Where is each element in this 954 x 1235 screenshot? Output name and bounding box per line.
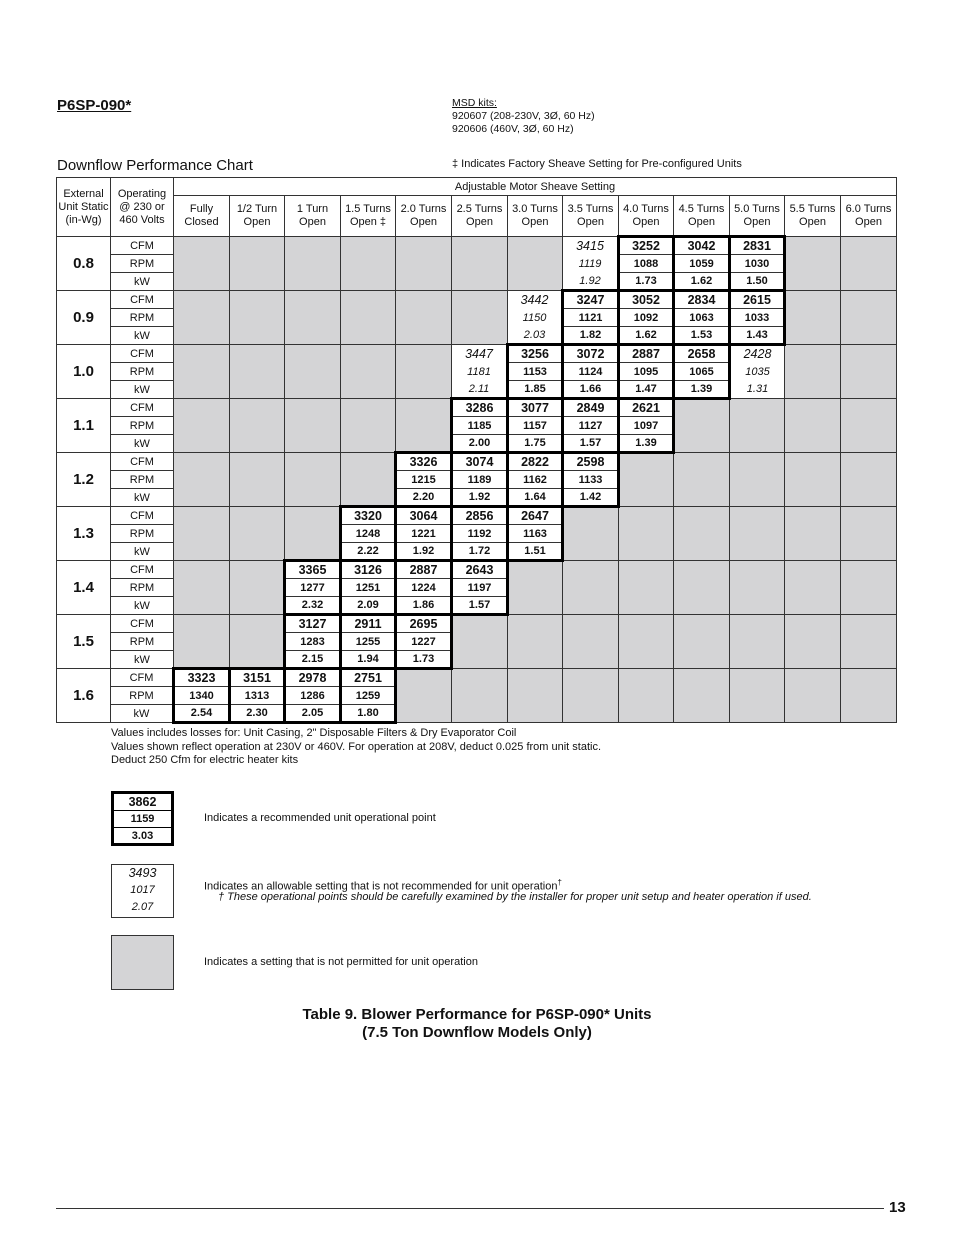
factory-sheave-note: ‡ Indicates Factory Sheave Setting for Pre-configured Units xyxy=(452,158,742,170)
legend-recommended-swatch xyxy=(111,791,174,846)
sheave-column-header: 1 Turn Open xyxy=(285,196,341,237)
unit-label: kW xyxy=(111,651,174,669)
recommended-value-cell: 2658 xyxy=(674,345,730,363)
recommended-value-cell: 2.05 xyxy=(285,705,341,723)
not-permitted-cell xyxy=(341,345,396,399)
recommended-value-cell: 1088 xyxy=(619,255,674,273)
recommended-value-cell: 1.85 xyxy=(508,381,563,399)
msd-kits xyxy=(452,97,595,136)
not-permitted-cell xyxy=(285,399,341,453)
static-pressure-cell: 0.8 xyxy=(57,237,111,291)
static-pressure-cell: 0.9 xyxy=(57,291,111,345)
recommended-value-cell: 1.92 xyxy=(396,543,452,561)
table-row xyxy=(57,507,897,525)
not-permitted-cell xyxy=(452,237,508,291)
sheave-column-header: 5.5 Turns Open xyxy=(785,196,841,237)
not-permitted-cell xyxy=(508,615,563,669)
not-permitted-cell xyxy=(230,507,285,561)
recommended-value-cell: 1277 xyxy=(285,579,341,597)
not-permitted-cell xyxy=(841,291,897,345)
not-permitted-cell xyxy=(452,615,508,669)
sheave-column-header: 3.0 Turns Open xyxy=(508,196,563,237)
allowable-value-cell: 1181 xyxy=(452,363,508,381)
not-permitted-cell xyxy=(730,561,785,615)
recommended-value-cell: 2.00 xyxy=(452,435,508,453)
recommended-value-cell: 1.80 xyxy=(341,705,396,723)
recommended-value-cell: 1063 xyxy=(674,309,730,327)
sheave-column-header: 4.5 Turns Open xyxy=(674,196,730,237)
recommended-value-cell: 1.53 xyxy=(674,327,730,345)
recommended-value-cell: 2695 xyxy=(396,615,452,633)
not-permitted-cell xyxy=(785,615,841,669)
recommended-value-cell: 1286 xyxy=(285,687,341,705)
recommended-value-cell: 3326 xyxy=(396,453,452,471)
sheave-column-header: 4.0 Turns Open xyxy=(619,196,674,237)
not-permitted-cell xyxy=(563,507,619,561)
recommended-value-cell: 1.64 xyxy=(508,489,563,507)
recommended-value-cell: 1251 xyxy=(341,579,396,597)
recommended-value-cell: 2.15 xyxy=(285,651,341,669)
not-permitted-cell xyxy=(619,615,674,669)
recommended-value-cell: 3074 xyxy=(452,453,508,471)
not-permitted-cell xyxy=(452,669,508,723)
recommended-value-cell: 2.32 xyxy=(285,597,341,615)
recommended-value-cell: 3042 xyxy=(674,237,730,255)
not-permitted-cell xyxy=(174,561,230,615)
not-permitted-cell xyxy=(841,669,897,723)
unit-label: kW xyxy=(111,597,174,615)
not-permitted-cell xyxy=(230,291,285,345)
header-operating-voltage: Operating @ 230 or 460 Volts xyxy=(111,178,174,237)
not-permitted-cell xyxy=(841,399,897,453)
recommended-value-cell: 1133 xyxy=(563,471,619,489)
recommended-value-cell: 2643 xyxy=(452,561,508,579)
sheave-column-header: 6.0 Turns Open xyxy=(841,196,897,237)
recommended-value-cell: 1255 xyxy=(341,633,396,651)
recommended-value-cell: 1283 xyxy=(285,633,341,651)
not-permitted-cell xyxy=(230,399,285,453)
legend-value: 1017 xyxy=(130,884,155,896)
recommended-value-cell: 1.57 xyxy=(563,435,619,453)
not-permitted-cell xyxy=(785,399,841,453)
recommended-value-cell: 1.86 xyxy=(396,597,452,615)
recommended-value-cell: 1197 xyxy=(452,579,508,597)
unit-label: kW xyxy=(111,327,174,345)
not-permitted-cell xyxy=(785,345,841,399)
not-permitted-cell xyxy=(508,669,563,723)
caption-line: Table 9. Blower Performance for P6SP-090* Units xyxy=(302,1006,652,1023)
recommended-value-cell: 1227 xyxy=(396,633,452,651)
not-permitted-cell xyxy=(674,453,730,507)
footer-rule xyxy=(56,1208,884,1209)
not-permitted-cell xyxy=(230,453,285,507)
recommended-value-cell: 1092 xyxy=(619,309,674,327)
not-permitted-cell xyxy=(285,291,341,345)
legend-not-permitted-swatch xyxy=(111,935,174,990)
not-permitted-cell xyxy=(619,507,674,561)
not-permitted-cell xyxy=(230,237,285,291)
table-row xyxy=(57,399,897,417)
table-row xyxy=(57,561,897,579)
recommended-value-cell: 1248 xyxy=(341,525,396,543)
unit-label: CFM xyxy=(111,291,174,309)
sheave-column-header: 1.5 Turns Open ‡ xyxy=(341,196,396,237)
legend-value: 3862 xyxy=(114,794,171,811)
not-permitted-cell xyxy=(785,237,841,291)
static-pressure-cell: 1.5 xyxy=(57,615,111,669)
recommended-value-cell: 1.57 xyxy=(452,597,508,615)
unit-label: RPM xyxy=(111,363,174,381)
not-permitted-cell xyxy=(452,291,508,345)
recommended-value-cell: 2751 xyxy=(341,669,396,687)
legend-allowable-footnote: † These operational points should be carefully examined by the installer for proper unit setup and heater operation if used. xyxy=(218,891,812,903)
unit-label: CFM xyxy=(111,345,174,363)
not-permitted-cell xyxy=(730,615,785,669)
unit-label: CFM xyxy=(111,561,174,579)
legend-allowable-swatch xyxy=(111,864,174,918)
allowable-value-cell: 1.92 xyxy=(563,273,619,291)
recommended-value-cell: 1192 xyxy=(452,525,508,543)
chart-title: Downflow Performance Chart xyxy=(57,157,253,174)
recommended-value-cell: 3323 xyxy=(174,669,230,687)
not-permitted-cell xyxy=(174,237,230,291)
recommended-value-cell: 2.20 xyxy=(396,489,452,507)
recommended-value-cell: 1221 xyxy=(396,525,452,543)
legend-value: 3.03 xyxy=(131,830,154,842)
recommended-value-cell: 1215 xyxy=(396,471,452,489)
recommended-value-cell: 1.94 xyxy=(341,651,396,669)
not-permitted-cell xyxy=(396,291,452,345)
not-permitted-cell xyxy=(730,507,785,561)
recommended-value-cell: 1065 xyxy=(674,363,730,381)
recommended-value-cell: 1.42 xyxy=(563,489,619,507)
not-permitted-cell xyxy=(841,561,897,615)
not-permitted-cell xyxy=(841,453,897,507)
unit-label: CFM xyxy=(111,237,174,255)
unit-label: kW xyxy=(111,435,174,453)
not-permitted-cell xyxy=(396,669,452,723)
recommended-value-cell: 1224 xyxy=(396,579,452,597)
not-permitted-cell xyxy=(563,561,619,615)
recommended-value-cell: 1097 xyxy=(619,417,674,435)
not-permitted-cell xyxy=(730,669,785,723)
unit-label: kW xyxy=(111,705,174,723)
not-permitted-cell xyxy=(730,453,785,507)
allowable-value-cell: 2428 xyxy=(730,345,785,363)
recommended-value-cell: 1030 xyxy=(730,255,785,273)
allowable-value-cell: 2.03 xyxy=(508,327,563,345)
not-permitted-cell xyxy=(785,453,841,507)
msd-kit-line: 920607 (208-230V, 3Ø, 60 Hz) xyxy=(452,110,595,122)
static-pressure-cell: 1.6 xyxy=(57,669,111,723)
not-permitted-cell xyxy=(174,507,230,561)
recommended-value-cell: 1259 xyxy=(341,687,396,705)
not-permitted-cell xyxy=(619,453,674,507)
unit-label: CFM xyxy=(111,615,174,633)
unit-label: RPM xyxy=(111,255,174,273)
sheave-column-header: 2.0 Turns Open xyxy=(396,196,452,237)
recommended-value-cell: 1153 xyxy=(508,363,563,381)
recommended-value-cell: 2849 xyxy=(563,399,619,417)
not-permitted-cell xyxy=(285,345,341,399)
not-permitted-cell xyxy=(174,615,230,669)
legend-not-permitted-text: Indicates a setting that is not permitted for unit operation xyxy=(204,956,478,968)
not-permitted-cell xyxy=(674,561,730,615)
recommended-value-cell: 1.66 xyxy=(563,381,619,399)
legend-value: 1159 xyxy=(114,811,171,828)
recommended-value-cell: 3151 xyxy=(230,669,285,687)
allowable-value-cell: 2.11 xyxy=(452,381,508,399)
msd-kit-line: 920606 (460V, 3Ø, 60 Hz) xyxy=(452,123,574,135)
recommended-value-cell: 2.22 xyxy=(341,543,396,561)
recommended-value-cell: 1127 xyxy=(563,417,619,435)
msd-kits-header: MSD kits: xyxy=(452,97,497,109)
not-permitted-cell xyxy=(674,399,730,453)
recommended-value-cell: 1.50 xyxy=(730,273,785,291)
not-permitted-cell xyxy=(841,345,897,399)
not-permitted-cell xyxy=(396,399,452,453)
recommended-value-cell: 3126 xyxy=(341,561,396,579)
recommended-value-cell: 2.54 xyxy=(174,705,230,723)
recommended-value-cell: 3247 xyxy=(563,291,619,309)
recommended-value-cell: 3286 xyxy=(452,399,508,417)
recommended-value-cell: 2831 xyxy=(730,237,785,255)
not-permitted-cell xyxy=(230,615,285,669)
not-permitted-cell xyxy=(341,291,396,345)
recommended-value-cell: 1.51 xyxy=(508,543,563,561)
recommended-value-cell: 1.43 xyxy=(730,327,785,345)
unit-label: RPM xyxy=(111,687,174,705)
unit-label: RPM xyxy=(111,417,174,435)
allowable-value-cell: 1150 xyxy=(508,309,563,327)
unit-label: CFM xyxy=(111,453,174,471)
not-permitted-cell xyxy=(174,291,230,345)
recommended-value-cell: 1340 xyxy=(174,687,230,705)
table-row xyxy=(57,345,897,363)
recommended-value-cell: 1.73 xyxy=(619,273,674,291)
static-pressure-cell: 1.0 xyxy=(57,345,111,399)
recommended-value-cell: 3365 xyxy=(285,561,341,579)
recommended-value-cell: 3127 xyxy=(285,615,341,633)
legend-value: 3493 xyxy=(128,866,157,880)
allowable-value-cell: 1035 xyxy=(730,363,785,381)
not-permitted-cell xyxy=(785,669,841,723)
unit-label: RPM xyxy=(111,579,174,597)
recommended-value-cell: 1313 xyxy=(230,687,285,705)
dagger-mark: † xyxy=(557,878,562,887)
recommended-value-cell: 2887 xyxy=(396,561,452,579)
recommended-value-cell: 1189 xyxy=(452,471,508,489)
recommended-value-cell: 3052 xyxy=(619,291,674,309)
note-line: Values shown reflect operation at 230V or 460V. For operation at 208V, deduct 0.025 from unit static. xyxy=(111,740,602,753)
not-permitted-cell xyxy=(230,345,285,399)
table-row xyxy=(57,615,897,633)
recommended-value-cell: 1.62 xyxy=(674,273,730,291)
recommended-value-cell: 3252 xyxy=(619,237,674,255)
not-permitted-cell xyxy=(730,399,785,453)
recommended-value-cell: 1.75 xyxy=(508,435,563,453)
table-row xyxy=(57,237,897,255)
allowable-value-cell: 1.31 xyxy=(730,381,785,399)
blower-performance-table xyxy=(56,177,897,724)
legend-value: 2.07 xyxy=(131,901,154,913)
recommended-value-cell: 1.62 xyxy=(619,327,674,345)
not-permitted-cell xyxy=(619,669,674,723)
unit-label: kW xyxy=(111,489,174,507)
not-permitted-cell xyxy=(674,669,730,723)
not-permitted-cell xyxy=(841,615,897,669)
sheave-column-header: 1/2 Turn Open xyxy=(230,196,285,237)
not-permitted-cell xyxy=(841,237,897,291)
table-row xyxy=(57,291,897,309)
recommended-value-cell: 1095 xyxy=(619,363,674,381)
recommended-value-cell: 1162 xyxy=(508,471,563,489)
page-number: 13 xyxy=(889,1199,906,1216)
note-line: Values includes losses for: Unit Casing, 2" Disposable Filters & Dry Evaporator Coil xyxy=(111,727,517,739)
recommended-value-cell: 1.72 xyxy=(452,543,508,561)
unit-label: kW xyxy=(111,273,174,291)
table-row xyxy=(57,669,897,687)
recommended-value-cell: 2621 xyxy=(619,399,674,417)
header-external-static: External Unit Static (in-Wg) xyxy=(57,178,111,237)
not-permitted-cell xyxy=(785,291,841,345)
caption-line: (7.5 Ton Downflow Models Only) xyxy=(362,1024,592,1041)
recommended-value-cell: 3072 xyxy=(563,345,619,363)
allowable-value-cell: 3447 xyxy=(452,345,508,363)
model-title: P6SP-090* xyxy=(57,97,132,114)
allowable-value-cell: 3415 xyxy=(563,237,619,255)
not-permitted-cell xyxy=(396,345,452,399)
not-permitted-cell xyxy=(508,237,563,291)
recommended-value-cell: 2978 xyxy=(285,669,341,687)
recommended-value-cell: 1.39 xyxy=(619,435,674,453)
recommended-value-cell: 2598 xyxy=(563,453,619,471)
unit-label: CFM xyxy=(111,399,174,417)
legend-recommended-text: Indicates a recommended unit operational point xyxy=(204,812,436,824)
unit-label: RPM xyxy=(111,633,174,651)
not-permitted-cell xyxy=(341,399,396,453)
sheave-column-header: 5.0 Turns Open xyxy=(730,196,785,237)
not-permitted-cell xyxy=(563,669,619,723)
unit-label: kW xyxy=(111,543,174,561)
static-pressure-cell: 1.2 xyxy=(57,453,111,507)
recommended-value-cell: 2.30 xyxy=(230,705,285,723)
recommended-value-cell: 1185 xyxy=(452,417,508,435)
not-permitted-cell xyxy=(174,453,230,507)
unit-label: CFM xyxy=(111,669,174,687)
unit-label: kW xyxy=(111,381,174,399)
not-permitted-cell xyxy=(396,237,452,291)
recommended-value-cell: 1059 xyxy=(674,255,730,273)
not-permitted-cell xyxy=(785,561,841,615)
sheave-column-header: 2.5 Turns Open xyxy=(452,196,508,237)
not-permitted-cell xyxy=(174,399,230,453)
unit-label: RPM xyxy=(111,525,174,543)
not-permitted-cell xyxy=(341,237,396,291)
recommended-value-cell: 1157 xyxy=(508,417,563,435)
recommended-value-cell: 2647 xyxy=(508,507,563,525)
recommended-value-cell: 3077 xyxy=(508,399,563,417)
static-pressure-cell: 1.1 xyxy=(57,399,111,453)
unit-label: CFM xyxy=(111,507,174,525)
not-permitted-cell xyxy=(674,507,730,561)
allowable-value-cell: 3442 xyxy=(508,291,563,309)
recommended-value-cell: 1.82 xyxy=(563,327,619,345)
recommended-value-cell: 2856 xyxy=(452,507,508,525)
recommended-value-cell: 1.92 xyxy=(452,489,508,507)
not-permitted-cell xyxy=(341,453,396,507)
not-permitted-cell xyxy=(674,615,730,669)
recommended-value-cell: 1124 xyxy=(563,363,619,381)
unit-label: RPM xyxy=(111,471,174,489)
recommended-value-cell: 1163 xyxy=(508,525,563,543)
table-row xyxy=(57,453,897,471)
not-permitted-cell xyxy=(230,561,285,615)
recommended-value-cell: 1.47 xyxy=(619,381,674,399)
not-permitted-cell xyxy=(619,561,674,615)
not-permitted-cell xyxy=(285,237,341,291)
static-pressure-cell: 1.4 xyxy=(57,561,111,615)
header-sheave-setting: Adjustable Motor Sheave Setting xyxy=(174,178,897,196)
note-line: Deduct 250 Cfm for electric heater kits xyxy=(111,754,299,766)
table-notes xyxy=(111,727,601,768)
recommended-value-cell: 2822 xyxy=(508,453,563,471)
recommended-value-cell: 3064 xyxy=(396,507,452,525)
not-permitted-cell xyxy=(841,507,897,561)
recommended-value-cell: 2834 xyxy=(674,291,730,309)
table-caption xyxy=(0,1006,954,1042)
recommended-value-cell: 2615 xyxy=(730,291,785,309)
recommended-value-cell: 1121 xyxy=(563,309,619,327)
recommended-value-cell: 1.73 xyxy=(396,651,452,669)
recommended-value-cell: 3320 xyxy=(341,507,396,525)
unit-label: RPM xyxy=(111,309,174,327)
recommended-value-cell: 1033 xyxy=(730,309,785,327)
recommended-value-cell: 2887 xyxy=(619,345,674,363)
recommended-value-cell: 2911 xyxy=(341,615,396,633)
static-pressure-cell: 1.3 xyxy=(57,507,111,561)
not-permitted-cell xyxy=(285,453,341,507)
recommended-value-cell: 2.09 xyxy=(341,597,396,615)
recommended-value-cell: 1.39 xyxy=(674,381,730,399)
sheave-column-header: 3.5 Turns Open xyxy=(563,196,619,237)
allowable-value-cell: 1119 xyxy=(563,255,619,273)
not-permitted-cell xyxy=(785,507,841,561)
not-permitted-cell xyxy=(563,615,619,669)
legend-allowable-label: Indicates an allowable setting that is not recommended for unit operation xyxy=(204,880,558,893)
sheave-column-header: Fully Closed xyxy=(174,196,230,237)
not-permitted-cell xyxy=(285,507,341,561)
not-permitted-cell xyxy=(508,561,563,615)
recommended-value-cell: 3256 xyxy=(508,345,563,363)
not-permitted-cell xyxy=(174,345,230,399)
